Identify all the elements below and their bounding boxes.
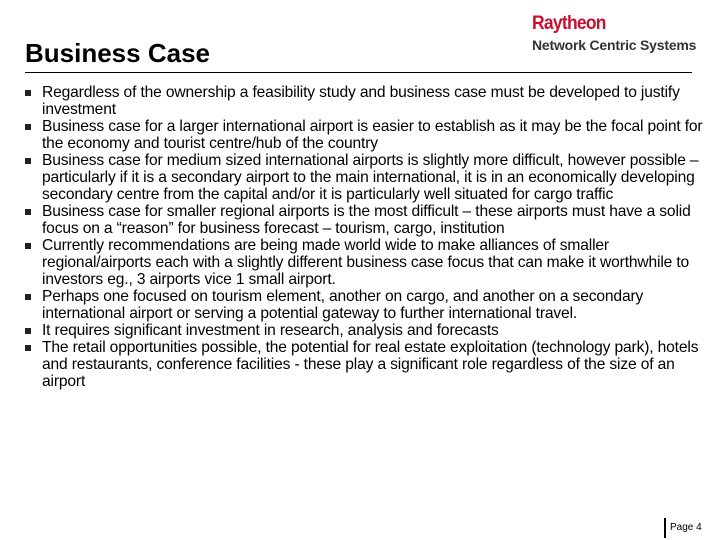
raytheon-logo xyxy=(532,14,712,53)
logo-brand-name: Raytheon xyxy=(532,13,606,34)
bullet-item xyxy=(25,237,705,288)
bullet-text: The retail opportunities possible, the potential for real estate exploitation (technology park), hotels and restaurants, conference facilities - these play a significant role regardless of the size of an airport xyxy=(42,339,699,390)
bullet-item xyxy=(25,203,705,237)
bullet-square-icon xyxy=(25,209,31,215)
bullet-item xyxy=(25,339,705,390)
bullet-item xyxy=(25,152,705,203)
bullet-text: Currently recommendations are being made world wide to make alliances of smaller regional/airports each with a slightly different business case focus that can make it worthwhile to investors eg., 3 airports vice 1 small airport. xyxy=(42,237,690,288)
bullet-text: It requires significant investment in research, analysis and forecasts xyxy=(42,322,499,339)
bullet-square-icon xyxy=(25,158,31,164)
bullet-text: Business case for smaller regional airports is the most difficult – these airports must have a solid focus on a “reason” for business forecast – tourism, cargo, institution xyxy=(42,203,691,237)
logo-division-name: Network Centric Systems xyxy=(532,37,697,53)
slide-title: Business Case xyxy=(25,38,210,68)
bullet-list xyxy=(25,84,705,390)
bullet-item xyxy=(25,118,705,152)
bullet-text: Perhaps one focused on tourism element, another on cargo, and another on a secondary international airport or serving a potential gateway to further international travel. xyxy=(42,288,644,322)
bullet-square-icon xyxy=(25,124,31,130)
title-divider xyxy=(25,72,692,73)
bullet-square-icon xyxy=(25,345,31,351)
page-number: Page 4 xyxy=(670,522,702,533)
bullet-square-icon xyxy=(25,243,31,249)
bullet-item xyxy=(25,288,705,322)
bullet-text: Business case for medium sized international airports is slightly more difficult, however possible – particularly if it is a secondary airport to the main international, it is in an economically developing secondary centre from the capital and/or it is particularly well situated for cargo traffic xyxy=(42,152,699,203)
bullet-square-icon xyxy=(25,90,31,96)
bullet-item xyxy=(25,322,705,339)
bullet-square-icon xyxy=(25,328,31,334)
bullet-text: Regardless of the ownership a feasibility study and business case must be developed to justify investment xyxy=(42,84,680,118)
bullet-text: Business case for a larger international airport is easier to establish as it may be the focal point for the economy and tourist centre/hub of the country xyxy=(42,118,703,152)
bullet-square-icon xyxy=(25,294,31,300)
bullet-item xyxy=(25,84,705,118)
footer-divider xyxy=(664,518,666,538)
